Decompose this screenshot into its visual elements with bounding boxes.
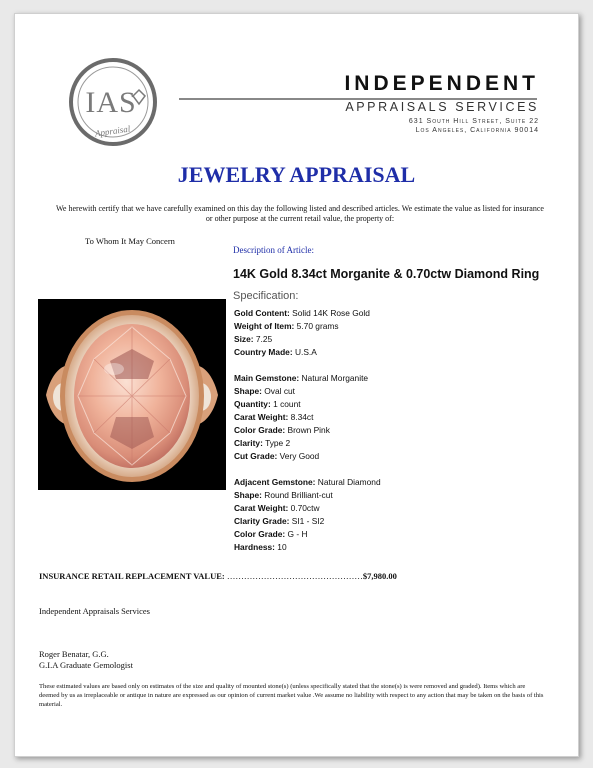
replacement-value	[39, 571, 397, 581]
signer-title: G.I.A Graduate Gemologist	[39, 660, 133, 670]
spec-main-clarity: Clarity: Type 2	[234, 438, 291, 448]
certification-text: We herewith certify that we have carefully examined on this day the following listed and described articles. We estimate the value as listed for insurance or other purpose at the current retail value, the property of:	[56, 204, 544, 223]
svg-text:IAS: IAS	[85, 86, 137, 119]
value-label: INSURANCE RETAIL REPLACEMENT VALUE:	[39, 571, 225, 581]
description-label: Description of Article:	[233, 245, 314, 255]
spec-hardness: Hardness: 10	[234, 542, 287, 552]
spec-main-color: Color Grade: Brown Pink	[234, 425, 330, 435]
spec-main-shape: Shape: Oval cut	[234, 386, 295, 396]
main-gemstone-specs	[234, 372, 368, 463]
spec-adjacent-shape: Shape: Round Brilliant-cut	[234, 490, 333, 500]
spec-adjacent-carat: Carat Weight: 0.70ctw	[234, 503, 320, 513]
signer-name: Roger Benatar, G.G.	[39, 649, 109, 659]
company-subtitle: APPRAISALS SERVICES	[345, 100, 539, 114]
spec-country: Country Made: U.S.A	[234, 347, 317, 357]
ias-logo	[67, 56, 159, 148]
spec-main-quantity: Quantity: 1 count	[234, 399, 301, 409]
spec-main-cut: Cut Grade: Very Good	[234, 451, 320, 461]
footer-company: Independent Appraisals Services	[39, 606, 150, 616]
address-line-2: Los Angeles, California 90014	[415, 127, 539, 134]
spec-adjacent-clarity: Clarity Grade: SI1 - SI2	[234, 516, 325, 526]
spec-adjacent-gemstone: Adjacent Gemstone: Natural Diamond	[234, 477, 381, 487]
address-line-1: 631 South Hill Street, Suite 22	[408, 118, 539, 125]
value-amount: $7,980.00	[362, 571, 397, 581]
spec-adjacent-color: Color Grade: G - H	[234, 529, 308, 539]
gold-specs	[234, 307, 370, 359]
value-leader: …………………………………………	[226, 571, 363, 581]
recipient: To Whom It May Concern	[85, 236, 175, 246]
specification-label: Specification:	[233, 290, 299, 302]
item-title: 14K Gold 8.34ct Morganite & 0.70ctw Diamond Ring	[233, 267, 540, 281]
spec-weight: Weight of Item: 5.70 grams	[234, 321, 339, 331]
spec-size: Size: 7.25	[234, 334, 273, 344]
appraisal-page	[14, 13, 579, 757]
spec-main-carat: Carat Weight: 8.34ct	[234, 412, 314, 422]
company-name: INDEPENDENT	[344, 72, 539, 95]
spec-main-gemstone: Main Gemstone: Natural Morganite	[234, 373, 369, 383]
signer-block	[39, 649, 133, 671]
spec-gold-content: Gold Content: Solid 14K Rose Gold	[234, 308, 370, 318]
svg-text:Appraisal: Appraisal	[94, 123, 131, 139]
adjacent-gemstone-specs	[234, 476, 381, 554]
disclaimer: These estimated values are based only on estimates of the size and quality of mounted stone(s) (unless specifically stated that the stone(s) is were removed and graded). Items which are deemed by us as irreplaceable or antique in nature are expressed as our opinion of current market value .We assume no liability with respect to any action that may be taken on the basis of this material.	[39, 683, 544, 708]
document-title: JEWELRY APPRAISAL	[177, 162, 416, 187]
ring-photo	[38, 299, 226, 490]
